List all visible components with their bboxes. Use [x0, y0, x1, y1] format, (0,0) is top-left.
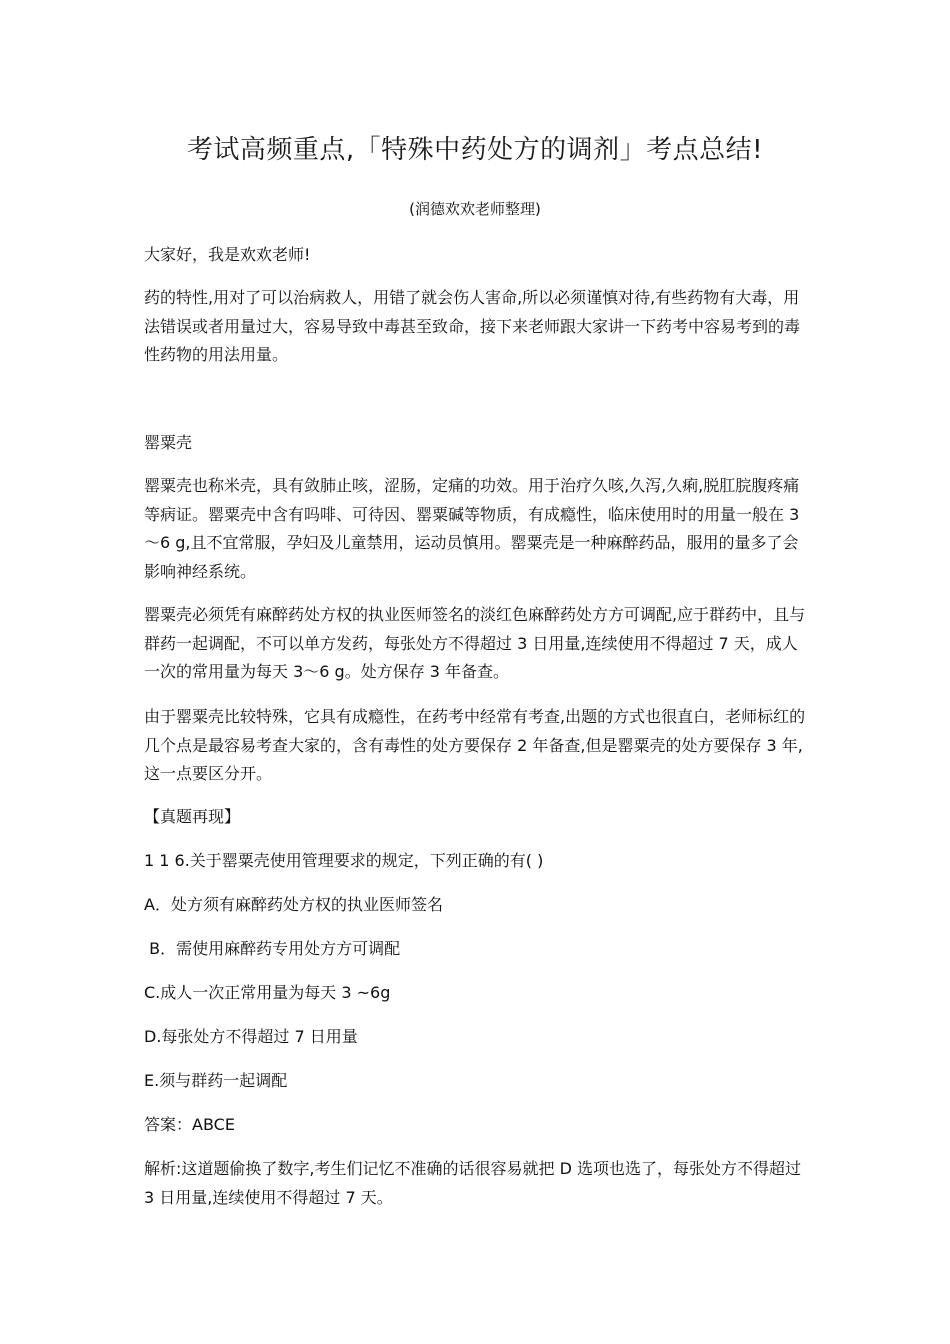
analysis-paragraph: 解析:这道题偷换了数字,考生们记忆不准确的话很容易就把 D 选项也选了，每张处方不得超过 3 日用量,连续使用不得超过 7 天。	[144, 1159, 801, 1207]
intro-paragraph: 药的特性,用对了可以治病救人，用错了就会伤人害命,所以必须谨慎对待,有些药物有大毒，用法错误或者用量过大，容易导致中毒甚至致命，接下来老师跟大家讲一下药考中容易考到的毒性药物的用法用量。	[144, 288, 801, 364]
exam-paragraph: 由于罂粟壳比较特殊，它具有成瘾性，在药考中经常有考查,出题的方式也很直白，老师标红的几个点是最容易考查大家的，含有毒性的处方要保存 2 年备查,但是罂粟壳的处方要保存 3 年,这一点要区分开。	[144, 707, 806, 783]
answer-text: 答案：ABCE	[144, 1115, 235, 1134]
page-subtitle: (润德欢欢老师整理)	[409, 200, 541, 218]
question-text: 1 1 6.关于罂粟壳使用管理要求的规定，下列正确的有( )	[144, 851, 544, 870]
option-b: B．需使用麻醉药专用处方方可调配	[144, 939, 401, 958]
option-e: E.须与群药一起调配	[144, 1071, 288, 1090]
section-heading: 罂粟壳	[144, 433, 193, 452]
option-a: A．处方须有麻醉药处方权的执业医师签名	[144, 895, 443, 914]
rules-paragraph: 罂粟壳必须凭有麻醉药处方权的执业医师签名的淡红色麻醉药处方方可调配,应于群药中，且与群药一起调配，不可以单方发药，每张处方不得超过 3 日用量,连续使用不得超过 7 天，成人一次的常用量为每天 3～6 g。处方保存 3 年备查。	[144, 605, 806, 681]
option-c: C.成人一次正常用量为每天 3 ~6g	[144, 983, 391, 1002]
option-d: D.每张处方不得超过 7 日用量	[144, 1027, 358, 1046]
real-question-label: 【真题再现】	[144, 807, 241, 826]
effects-paragraph: 罂粟壳也称米壳，具有敛肺止咳，涩肠，定痛的功效。用于治疗久咳,久泻,久痢,脱肛脘腹疼痛等病证。罂粟壳中含有吗啡、可待因、罂粟碱等物质，有成瘾性，临床使用时的用量一般在 3～6 g,且不宜常服，孕妇及儿童禁用，运动员慎用。罂粟壳是一种麻醉药品，服用的量多了会影响神经系统。	[144, 476, 800, 581]
page-title: 考试高频重点,「特殊中药处方的调剂」考点总结!	[186, 135, 764, 165]
greeting-paragraph: 大家好，我是欢欢老师!	[144, 245, 311, 264]
